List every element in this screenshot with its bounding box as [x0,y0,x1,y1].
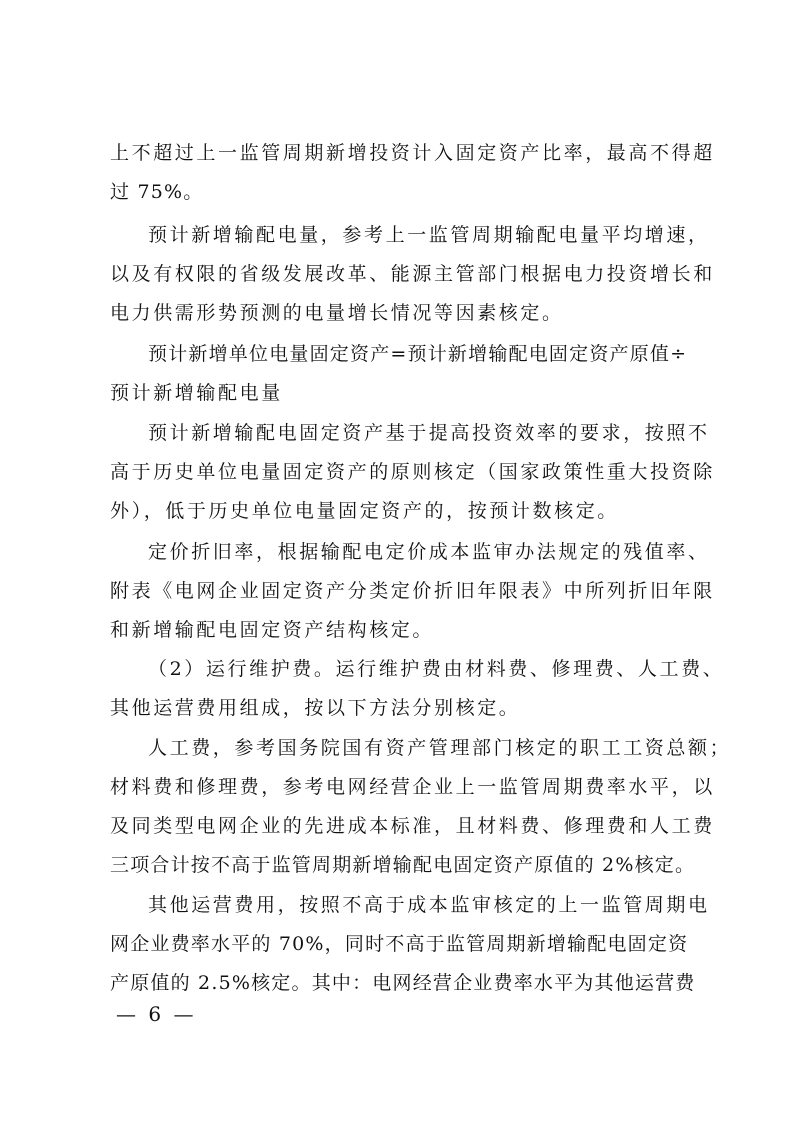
section-heading-line: （2）运行维护费。运行维护费由材料费、修理费、人工费、 [148,658,725,680]
text-line: 电力供需形势预测的电量增长情况等因素核定。 [110,302,564,324]
text-line: 外），低于历史单位电量固定资产的，按预计数核定。 [110,500,619,522]
text-line: 上不超过上一监管周期新增投资计入固定资产比率，最高不得超 [110,142,715,164]
text-line: 预计新增输配电量 [110,382,283,404]
paragraph-first-line: 人工费，参考国务院国有资产管理部门核定的职工工资总额； [148,737,732,759]
text-line: 其他运营费用组成，按以下方法分别核定。 [110,697,521,719]
paragraph-first-line: 预计新增输配电固定资产基于提高投资效率的要求，按照不 [148,422,710,444]
text-line: 以及有权限的省级发展改革、能源主管部门根据电力投资增长和 [110,263,715,285]
text-line: 产原值的 2.5%核定。其中：电网经营企业费率水平为其他运营费 [110,972,696,994]
paragraph-first-line: 预计新增输配电量，参考上一监管周期输配电量平均增速， [148,224,710,246]
formula-line: 预计新增单位电量固定资产=预计新增输配电固定资产原值÷ [148,343,688,365]
text-line: 附表《电网企业固定资产分类定价折旧年限表》中所列折旧年限 [110,580,715,602]
text-line: 高于历史单位电量固定资产的原则核定（国家政策性重大投资除 [110,461,715,483]
text-line: 及同类型电网企业的先进成本标准，且材料费、修理费和人工费 [110,815,715,837]
text-line: 过 75%。 [110,181,204,203]
page-number: — 6 — [116,1002,197,1026]
text-line: 和新增输配电固定资产结构核定。 [110,619,435,641]
paragraph-first-line: 定价折旧率，根据输配电定价成本监审办法规定的残值率、 [148,541,710,563]
text-line: 材料费和修理费，参考电网经营企业上一监管周期费率水平，以 [110,776,715,798]
paragraph-first-line: 其他运营费用，按照不高于成本监审核定的上一监管周期电 [148,894,710,916]
text-line: 三项合计按不高于监管周期新增输配电固定资产原值的 2%核定。 [110,854,696,876]
text-line: 网企业费率水平的 70%，同时不高于监管周期新增输配电固定资 [110,933,689,955]
